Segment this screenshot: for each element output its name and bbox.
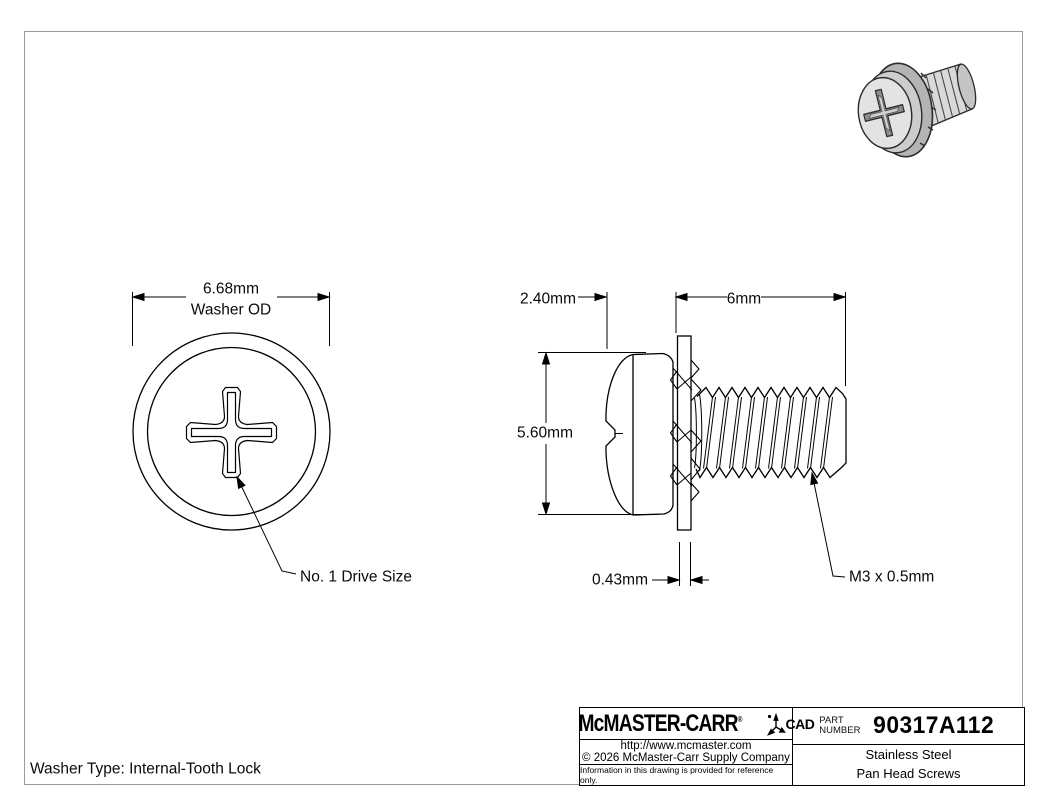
disclaimer: Information in this drawing is provided for reference only. — [580, 765, 774, 785]
product-line: Pan Head Screws — [856, 766, 961, 781]
copyright-line: © 2026 McMaster-Carr Supply Company — [582, 752, 790, 764]
brand-row — [578, 708, 815, 740]
dim-washer-od-value: 6.68mm — [203, 280, 259, 298]
brand-logo: McMASTER-CARR® — [578, 709, 743, 737]
website-url: http://www.mcmaster.com — [620, 740, 752, 752]
material-line: Stainless Steel — [865, 747, 952, 763]
part-number-row — [793, 708, 1024, 745]
dim-head-height: 2.40mm — [520, 290, 576, 308]
dim-washer-od-label: Washer OD — [190, 301, 272, 319]
registered-mark: ® — [737, 714, 743, 724]
dim-thread-length: 6mm — [726, 290, 762, 308]
cad-label: CAD — [785, 715, 815, 732]
part-number-label: PART NUMBER — [819, 715, 861, 736]
callout-thread-spec: M3 x 0.5mm — [849, 568, 935, 586]
dimensions — [133, 292, 846, 589]
product-description — [793, 745, 1024, 785]
side-view — [606, 336, 846, 530]
title-block-right — [793, 708, 1024, 785]
cad-axes-icon — [766, 712, 786, 736]
screw-3d-preview — [854, 59, 980, 160]
title-block — [579, 707, 1025, 786]
company-info — [580, 740, 792, 765]
front-view — [133, 333, 330, 530]
dim-washer-thickness: 0.43mm — [592, 571, 648, 589]
callout-drive-size: No. 1 Drive Size — [300, 568, 412, 586]
part-number-value: 90317A112 — [873, 712, 995, 739]
title-block-left — [578, 708, 815, 785]
washer-type-note: Washer Type: Internal-Tooth Lock — [30, 760, 261, 778]
dim-head-od: 5.60mm — [517, 424, 573, 442]
